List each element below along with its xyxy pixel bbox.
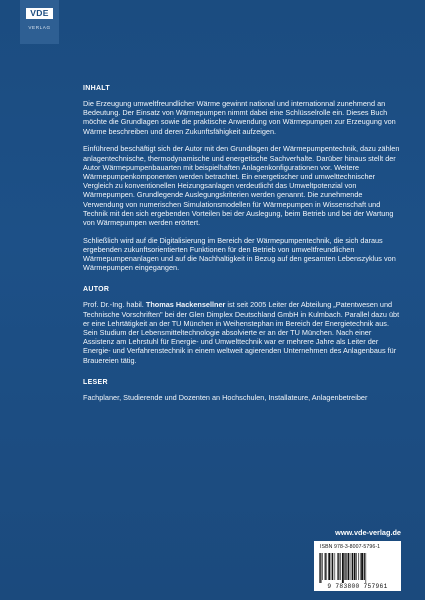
- barcode-bar: [360, 553, 361, 580]
- barcode-bar: [320, 553, 321, 583]
- barcode-bar: [366, 553, 367, 583]
- publisher-logo: [20, 0, 59, 44]
- barcode-bar: [325, 553, 326, 580]
- leser-paragraph: Fachplaner, Studierende und Dozenten an Hochschulen, Installateure, Anlagenbetreiber: [83, 392, 368, 402]
- barcode-bar: [342, 553, 344, 583]
- barcode-bar: [346, 553, 347, 580]
- section-heading-autor: AUTOR: [83, 286, 110, 294]
- inhalt-paragraph-3: Schließlich wird auf die Digitalisierung im Bereich der Wärmepumpentechnik, die sich daraus ergebenden zukunftsorientierten Funktionen für den Betrieb von umweltfreundlichen Wärmepumpenanlagen und auf die Nachhaltigkeit in Bezug auf den gesamten Lebenszyklus von Wärmepumpen eingegangen.: [83, 235, 396, 273]
- section-heading-inhalt: INHALT: [83, 85, 110, 92]
- barcode-bar: [344, 553, 345, 580]
- logo-subtitle: VERLAG: [28, 25, 51, 30]
- barcode-bar: [332, 553, 333, 580]
- blurb: [83, 84, 401, 402]
- barcode-bar: [335, 553, 336, 580]
- barcode-bar: [326, 553, 327, 580]
- barcode-bar: [331, 553, 332, 580]
- barcode-bar: [337, 553, 338, 580]
- barcode: [314, 541, 401, 591]
- barcode-number: 9 783800 757961: [327, 583, 388, 590]
- autor-text: ist seit 2005 Leiter der Abteilung „Patentwesen und Technische Vorschriften" bei der Glen Dimplex Deutschland GmbH in Kulmbach. Parallel dazu übt er eine Lehrtätigkeit an der TU München in Weihenstephan im Bereich der Energietechnik aus. Sein Studium der Lebensmitteltechnologie absolvierte er an der TU München. Nach einer Assistenz am Lehrstuhl für Energie- und Umwelttechnik war er mehrere Jahre als Leiter der Energie- und Verfahrenstechnik in einem weltweit agierenden Unternehmen des Anlagenbaus für Brauereien tätig.: [83, 300, 400, 365]
- publisher-url: www.vde-verlag.de: [335, 528, 401, 537]
- barcode-bar: [356, 553, 357, 580]
- autor-prefix: Prof. Dr.-Ing. habil.: [83, 300, 146, 310]
- barcode-bars: [318, 553, 398, 583]
- barcode-bar: [348, 553, 350, 580]
- inhalt-paragraph-2: Einführend beschäftigt sich der Autor mit den Grundlagen der Wärmepumpentechnik, dazu zählen anlagentechnische, thermodynamische und energetische Sachverhalte. Darüber hinaus stellt der Autor Wärmepumpenbauarten mit beispielhaften Anlagenkonfigurationen vor. Weitere Wärmepumpenkomponenten werden betrachtet. Ein energetischer und umwelttechnischer Vergleich zu konventionellen Heizungsanlagen verdeutlicht das Umweltpotenzial von Wärmepumpen. Grundlegende Auslegungskriterien werden genannt. Die zunehmende Verwendung von numerischen Simulationsmodellen für Wärmepumpen in Wissenschaft und Technik mit den sich ergebenden Vorteilen bei der Auslegung, beim Betrieb und bei der Wartung von Wärmepumpen werden erörtert.: [83, 144, 400, 227]
- barcode-bar: [354, 553, 356, 580]
- barcode-bar: [364, 553, 365, 580]
- isbn-label: ISBN 978-3-8007-5796-1: [320, 544, 381, 550]
- inhalt-paragraph-1: Die Erzeugung umweltfreundlicher Wärme gewinnt national und internationnal zunehmend an Bedeutung. Der Einsatz von Wärmepumpen nimmt dabei eine Schlüsselrolle ein. Dieses Buch möchte die Grundlagen sowie die praktische Anwendung von Wärmepumpen zur Erzeugung von Wärme beschreiben und deren Zukunftsfähigkeit aufzeigen.: [83, 99, 396, 136]
- barcode-bar: [351, 553, 352, 580]
- barcode-bar: [338, 553, 339, 580]
- autor-paragraph: [83, 300, 401, 364]
- barcode-bar: [340, 553, 341, 580]
- barcode-bar: [319, 553, 320, 583]
- logo-mark: VDE: [26, 8, 53, 19]
- barcode-bar: [361, 553, 363, 580]
- barcode-bar: [358, 553, 359, 580]
- author-name: Thomas Hackensellner: [145, 300, 226, 310]
- barcode-bar: [322, 553, 323, 580]
- section-heading-leser: LESER: [83, 378, 108, 386]
- barcode-bar: [328, 553, 330, 580]
- barcode-bar: [352, 553, 353, 580]
